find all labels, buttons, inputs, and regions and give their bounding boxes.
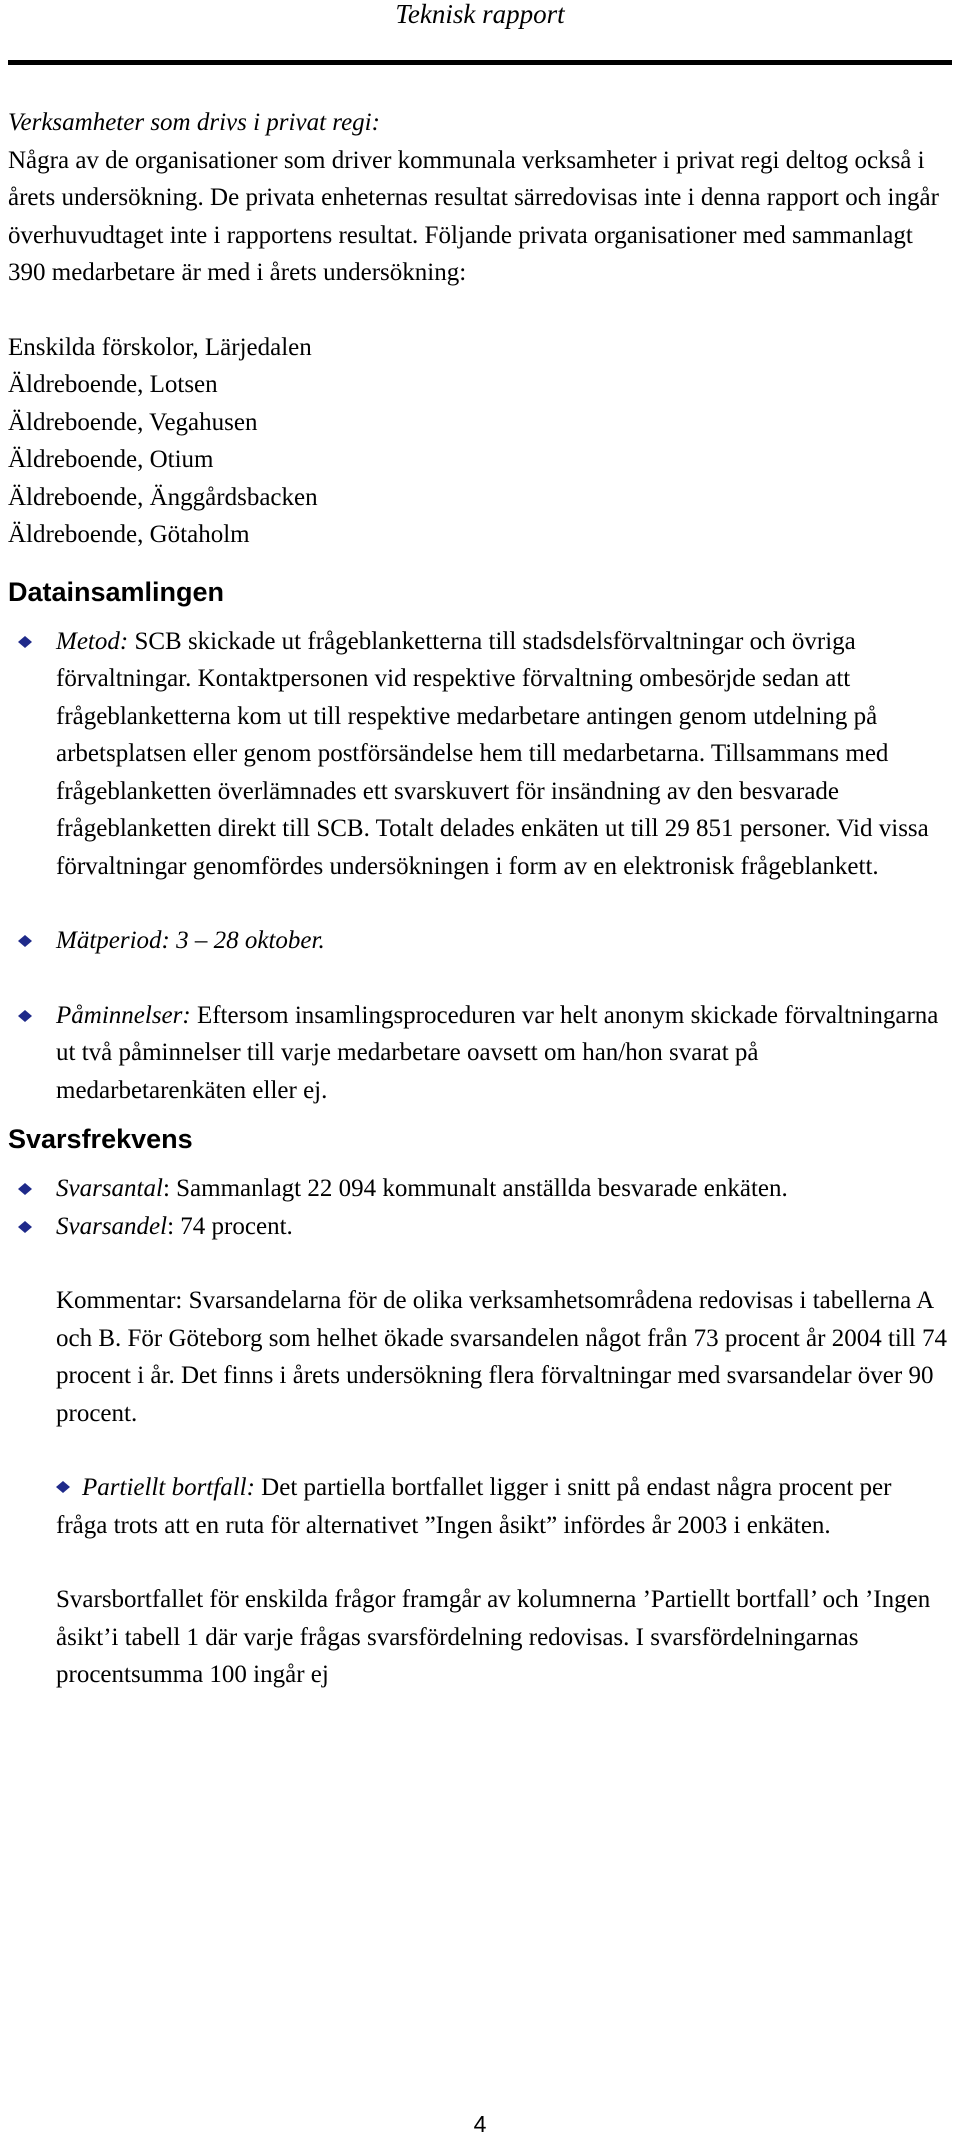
- bullet-icon: [18, 1221, 32, 1233]
- bullet-item-metod: [8, 623, 948, 886]
- bullet-text: Eftersom insamlingsproceduren var helt anonym skickade förvaltningarna ut två påminnelser till varje medarbetare oavsett om han/hon svarat på medarbetarenkäten eller ej.: [56, 1001, 939, 1104]
- bullet-label: Mätperiod: 3 – 28 oktober.: [56, 927, 325, 954]
- bullet-text: : 74 procent.: [167, 1212, 293, 1240]
- bullet-label: Påminnelser:: [56, 1001, 191, 1029]
- partial-label: Partiellt bortfall:: [82, 1474, 255, 1501]
- bullet-label: Svarsantal: [56, 1175, 163, 1202]
- unit-item: Äldreboende, Vegahusen: [8, 408, 258, 436]
- bullet-item-paminnelser: [8, 997, 948, 1110]
- unit-item: Äldreboende, Götaholm: [8, 521, 250, 548]
- bullet-icon: [18, 1010, 32, 1022]
- datainsamlingen-heading: Datainsamlingen: [8, 576, 225, 607]
- unit-item: Äldreboende, Änggårdsbacken: [8, 483, 318, 511]
- header-rule: [8, 60, 952, 65]
- svarsbortfall-paragraph: Svarsbortfallet för enskilda frågor framgår av kolumnerna ’Partiellt bortfall’ och ’Ingen åsikt’i tabell 1 där varje frågas svarsfördelning redovisas. I svarsfördelningarnas procentsumma 100 ingår ej: [56, 1586, 931, 1688]
- bullet-icon: [18, 636, 32, 648]
- bullet-icon: [56, 1481, 70, 1493]
- unit-item: Äldreboende, Otium: [8, 446, 214, 473]
- bullet-text: SCB skickade ut frågeblanketterna till stadsdelsförvaltningar och övriga förvaltningar. Kontaktpersonen vid respektive förvaltning ombesörjde sedan att frågeblanketterna kom ut till respektive medarbetare antingen genom utdelning på arbetsplatsen eller genom postförsändelse hem till medarbetarna. Tillsammans med frågeblanketten överlämnades ett svarskuvert för insändning av den besvarade frågeblanketten direkt till SCB. Totalt delades enkäten ut till 29 851 personer. Vid vissa förvaltningar genomfördes undersökningen i form av en elektronisk frågeblankett.: [56, 627, 929, 880]
- unit-item: Äldreboende, Lotsen: [8, 371, 218, 398]
- partial-dropout-paragraph: [8, 1469, 948, 1544]
- private-heading: Verksamheter som drivs i privat regi:: [8, 109, 380, 136]
- document-body: [8, 104, 948, 1694]
- bullet-item-matperiod: [8, 922, 948, 960]
- bullet-item-svarsandel: [8, 1208, 948, 1246]
- unit-item: Enskilda förskolor, Lärjedalen: [8, 333, 312, 361]
- bullet-text: : Sammanlagt 22 094 kommunalt anställda besvarade enkäten.: [162, 1175, 788, 1202]
- private-body: Några av de organisationer som driver kommunala verksamheter i privat regi deltog också i årets undersökning. De privata enheternas resultat särredovisas inte i denna rapport och ingår överhuvudtaget inte i rapportens resultat. Följande privata organisationer med sammanlagt 390 medarbetare är med i årets undersökning:: [8, 146, 939, 286]
- bullet-icon: [18, 935, 32, 947]
- bullet-item-svarsantal: [8, 1170, 948, 1208]
- bullet-label: Svarsandel: [56, 1212, 168, 1240]
- private-units-list: [8, 329, 948, 554]
- svarsfrekvens-heading: Svarsfrekvens: [8, 1124, 193, 1154]
- page-header-title: Teknisk rapport: [395, 0, 565, 29]
- bullet-icon: [18, 1183, 32, 1195]
- partial-text: Det partiella bortfallet ligger i snitt på endast några procent per fråga trots att en ruta för alternativet ”Ingen åsikt” infördes år 2003 i enkäten.: [56, 1474, 892, 1539]
- bullet-label: Metod:: [56, 627, 129, 655]
- page-number: 4: [473, 2111, 487, 2137]
- svarsfrekvens-comment: Kommentar: Svarsandelarna för de olika verksamhetsområdena redovisas i tabellerna A och B. För Göteborg som helhet ökade svarsandelen något från 73 procent år 2004 till 74 procent i år. Det finns i årets undersökning flera förvaltningar med svarsandelar över 90 procent.: [56, 1287, 947, 1427]
